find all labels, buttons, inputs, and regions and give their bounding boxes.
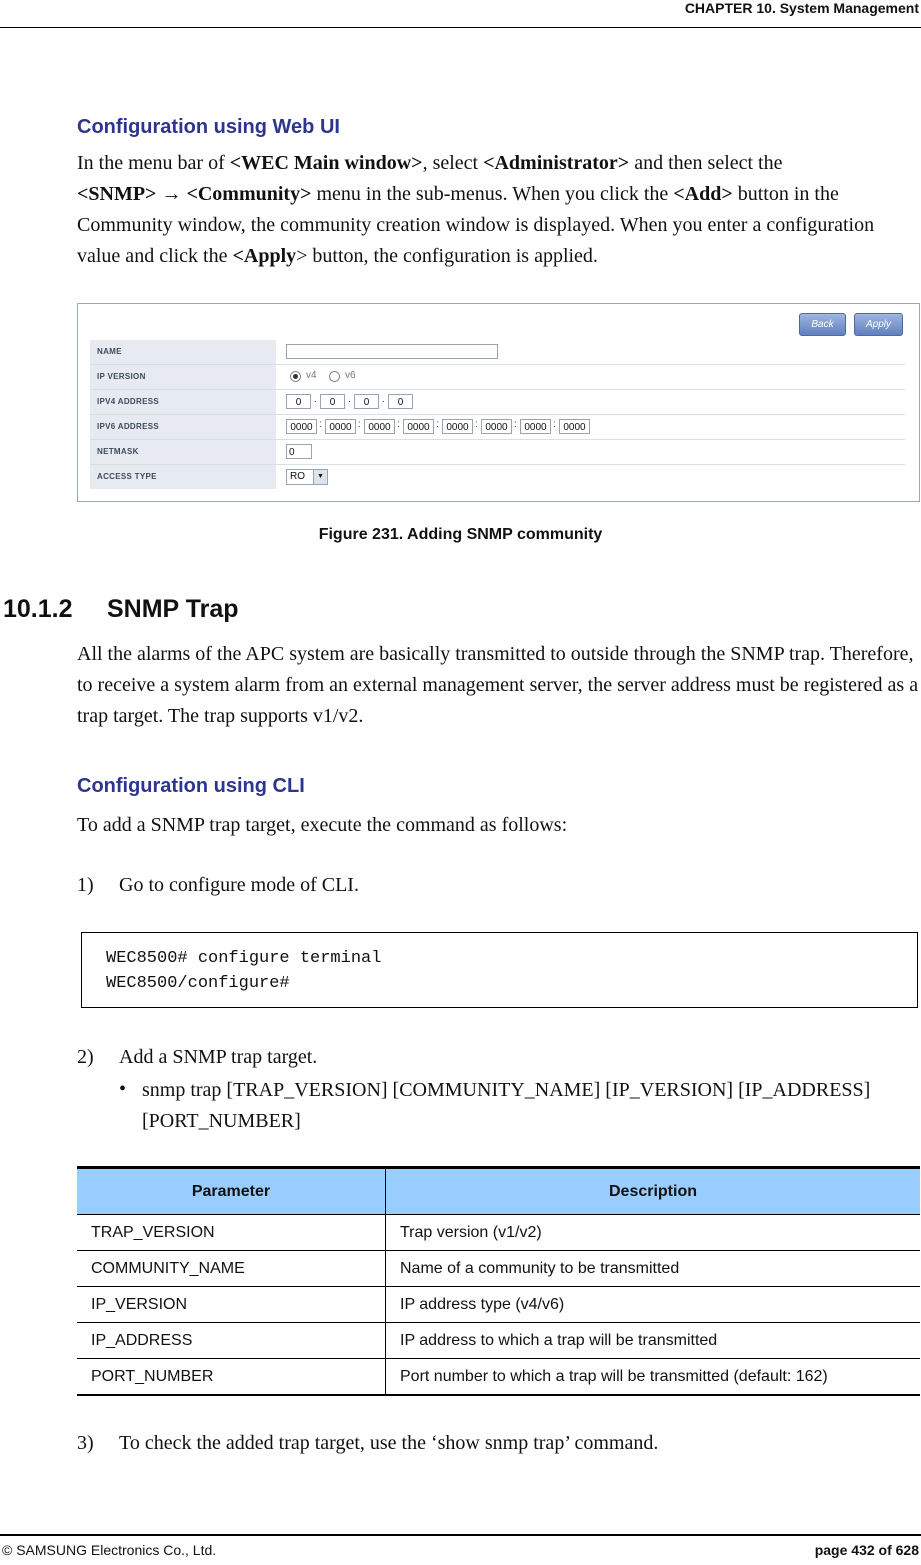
snmp-community-figure: [77, 303, 920, 502]
community-form: [90, 340, 905, 489]
ipv4-label: IPV4 ADDRESS: [90, 390, 276, 414]
command-syntax: snmp trap [TRAP_VERSION] [COMMUNITY_NAME] [IP_VERSION] [IP_ADDRESS] [PORT_NUMBER]: [142, 1079, 871, 1132]
ipv6-group[interactable]: 0000: [325, 419, 356, 434]
cli-heading: Configuration using CLI: [77, 775, 305, 797]
section-title: [3, 595, 239, 624]
section-number: 10.1.2: [3, 595, 73, 623]
row-netmask: [90, 440, 905, 465]
table-row: [77, 1215, 920, 1251]
step-number: 3): [77, 1432, 94, 1454]
page-number: page 432 of 628: [814, 1542, 919, 1558]
param-name: COMMUNITY_NAME: [77, 1251, 386, 1287]
step-text: Add a SNMP trap target.: [119, 1046, 318, 1068]
copyright: © SAMSUNG Electronics Co., Ltd.: [2, 1542, 217, 1558]
back-button[interactable]: Back: [799, 313, 846, 336]
webui-heading: Configuration using Web UI: [77, 116, 340, 138]
table-row: [77, 1251, 920, 1287]
radio-v4-label: v4: [306, 370, 317, 381]
param-description: IP address type (v4/v6): [386, 1287, 921, 1323]
param-name: PORT_NUMBER: [77, 1359, 386, 1396]
step-number: 2): [77, 1046, 94, 1068]
radio-v4[interactable]: [290, 371, 301, 382]
radio-v6-label: v6: [345, 370, 356, 381]
code-line: WEC8500/configure#: [106, 974, 290, 993]
code-line: WEC8500# configure terminal: [106, 949, 382, 968]
cli-intro: To add a SNMP trap target, execute the command as follows:: [77, 814, 568, 836]
ipv6-group[interactable]: 0000: [481, 419, 512, 434]
column-header: Description: [386, 1168, 921, 1215]
radio-v6[interactable]: [329, 371, 340, 382]
section-intro: All the alarms of the APC system are basically transmitted to outside through the SNMP trap. Therefore, to receive a system alarm from an external management server, the server address must be registered as a trap target. The trap supports v1/v2.: [77, 643, 919, 727]
ipv6-group[interactable]: 0000: [286, 419, 317, 434]
ipv6-group[interactable]: 0000: [403, 419, 434, 434]
page-header: [0, 0, 921, 28]
chevron-down-icon: ▼: [313, 470, 327, 484]
ipv6-group[interactable]: 0000: [364, 419, 395, 434]
row-ipv4: IPV4 ADDRESS 0 . 0 . 0 . 0: [90, 390, 905, 415]
row-ip-version: [90, 365, 905, 390]
table-header-row: [77, 1168, 920, 1215]
code-block: [81, 932, 918, 1008]
table-row: [77, 1359, 920, 1396]
ipv6-label: IPV6 ADDRESS: [90, 415, 276, 439]
param-name: TRAP_VERSION: [77, 1215, 386, 1251]
webui-paragraph: In the menu bar of <WEC Main window>, select <Administrator> and then select the <SNMP> → <Community> menu in the sub-menus. When you click the <Add> button in the Community window, the community creation window is displayed. When you enter a configuration value and click the <Apply> button, the configuration is applied.: [77, 152, 875, 267]
ipv4-octet[interactable]: 0: [354, 394, 379, 409]
section-name: SNMP Trap: [107, 595, 239, 623]
step-text: Go to configure mode of CLI.: [119, 874, 359, 896]
figure-caption: Figure 231. Adding SNMP community: [318, 526, 603, 543]
name-input[interactable]: [286, 344, 498, 359]
row-access-type: [90, 465, 905, 489]
ipv6-group[interactable]: 0000: [520, 419, 551, 434]
ipv4-octet[interactable]: 0: [286, 394, 311, 409]
ipv4-octet[interactable]: 0: [388, 394, 413, 409]
chapter-title: CHAPTER 10. System Management: [684, 0, 919, 16]
bullet: •: [119, 1078, 127, 1100]
access-type-select[interactable]: RO ▼: [286, 469, 328, 485]
row-ipv6: IPV6 ADDRESS 0000 : 0000 : 0000 : 0000 : 0000 : 0000 : 0000 : 0000: [90, 415, 905, 440]
ipv4-octet[interactable]: 0: [320, 394, 345, 409]
step-number: 1): [77, 874, 94, 896]
netmask-label: NETMASK: [90, 440, 276, 464]
apply-button[interactable]: Apply: [854, 313, 903, 336]
row-name: [90, 340, 905, 365]
param-name: IP_VERSION: [77, 1287, 386, 1323]
param-description: IP address to which a trap will be transmitted: [386, 1323, 921, 1359]
ipv6-group[interactable]: 0000: [442, 419, 473, 434]
step-text: To check the added trap target, use the ‘show snmp trap’ command.: [119, 1432, 659, 1454]
param-name: IP_ADDRESS: [77, 1323, 386, 1359]
ip-version-label: IP VERSION: [90, 365, 276, 389]
parameter-table: [77, 1166, 920, 1396]
page-footer: [0, 1534, 921, 1558]
column-header: Parameter: [77, 1168, 386, 1215]
table-row: [77, 1323, 920, 1359]
access-type-label: ACCESS TYPE: [90, 465, 276, 489]
ipv6-group[interactable]: 0000: [559, 419, 590, 434]
name-label: NAME: [90, 340, 276, 364]
param-description: Port number to which a trap will be transmitted (default: 162): [386, 1359, 921, 1396]
param-description: Name of a community to be transmitted: [386, 1251, 921, 1287]
param-description: Trap version (v1/v2): [386, 1215, 921, 1251]
netmask-input[interactable]: 0: [286, 444, 312, 459]
table-row: [77, 1287, 920, 1323]
